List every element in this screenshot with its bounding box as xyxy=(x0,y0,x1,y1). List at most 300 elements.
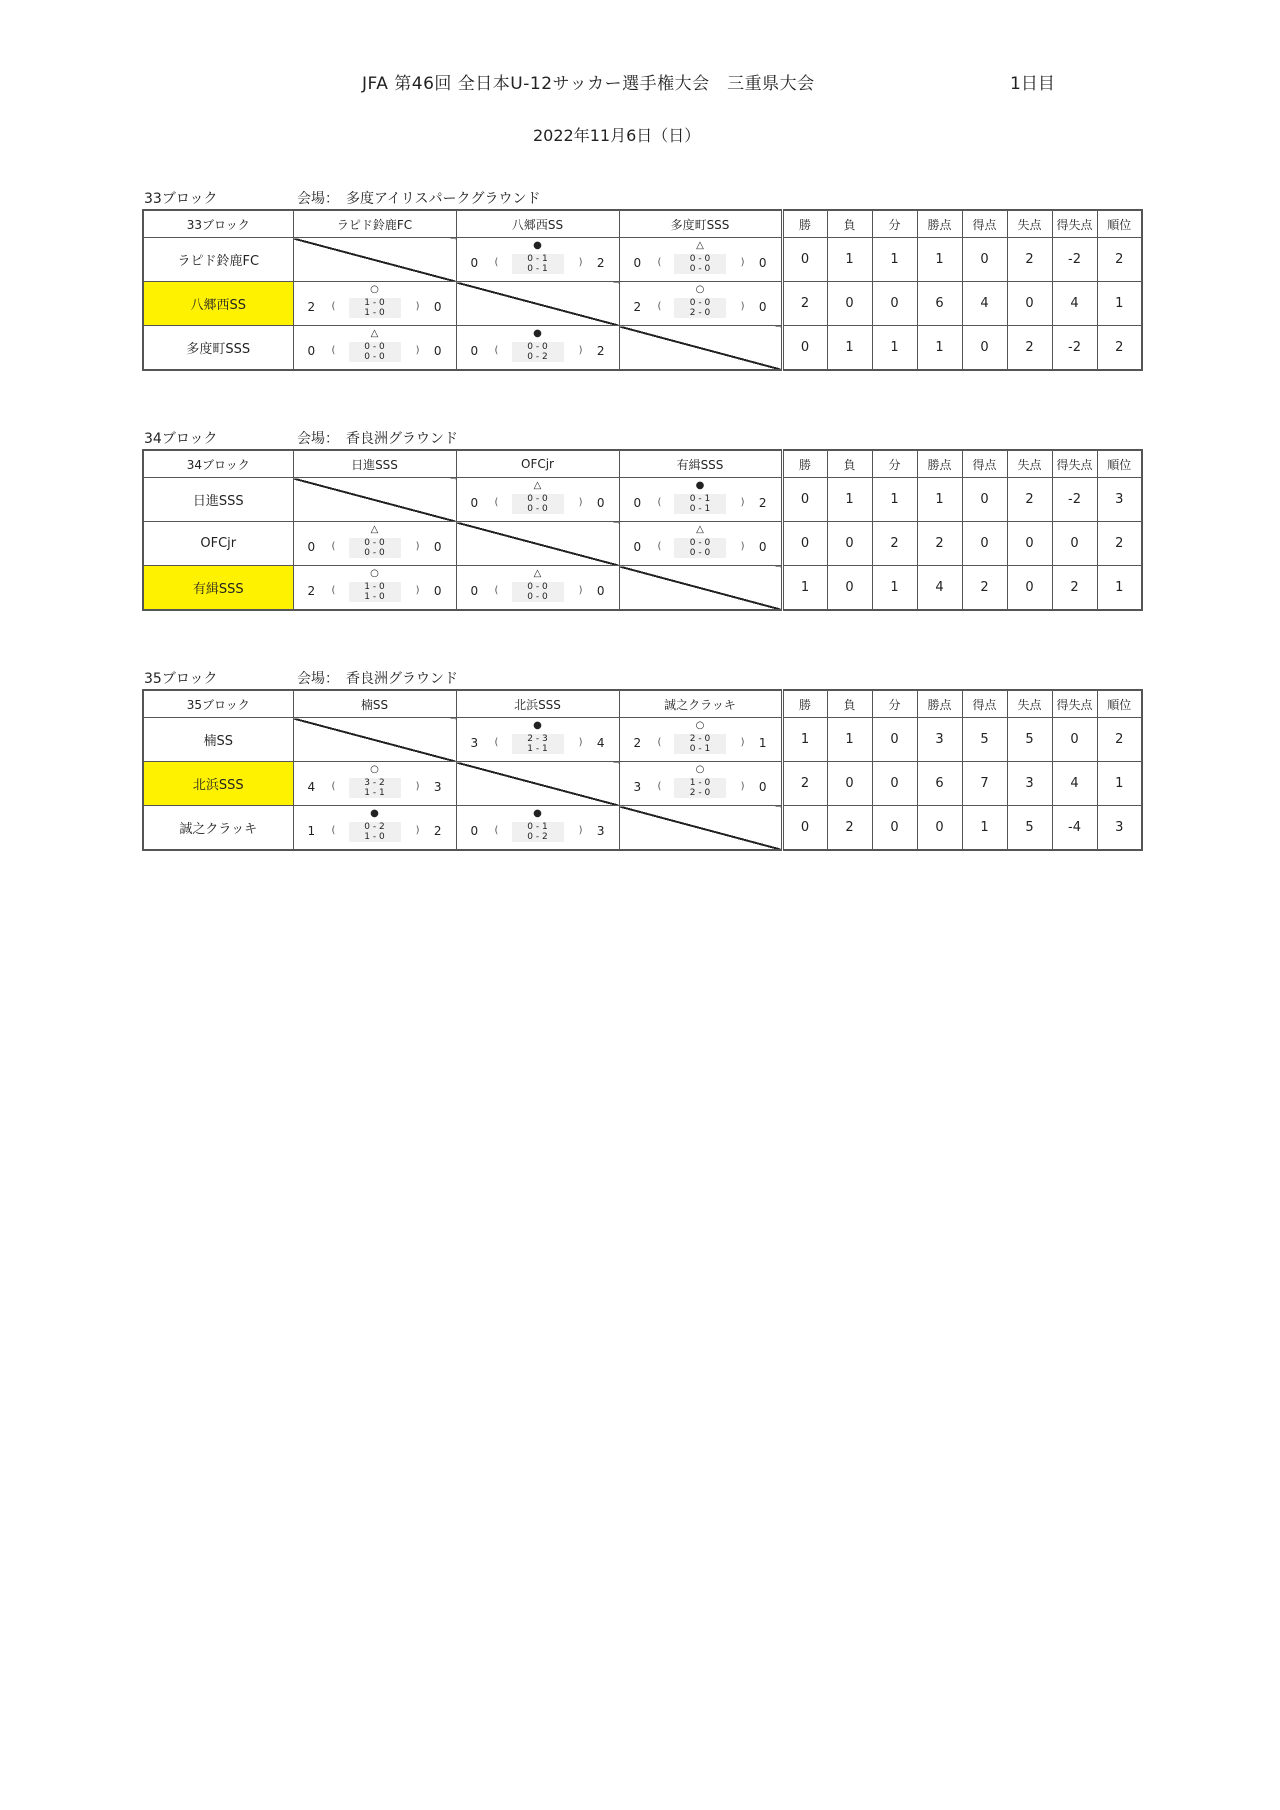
goals-for: 3 xyxy=(470,736,479,750)
half-scores xyxy=(674,298,726,318)
self-match-cell xyxy=(619,566,782,611)
stat-header: 勝 xyxy=(782,450,827,478)
stat-value: 1 xyxy=(962,806,1007,851)
paren-close: ) xyxy=(578,257,583,268)
stat-value: 6 xyxy=(917,762,962,806)
paren-close: ) xyxy=(740,301,745,312)
result-mark: ● xyxy=(370,808,379,819)
day-label: 1日目 xyxy=(1010,74,1055,94)
venue-name: 香良洲グラウンド xyxy=(346,431,458,447)
half-scores xyxy=(349,298,401,318)
stat-header: 得失点 xyxy=(1052,450,1097,478)
stat-value: 1 xyxy=(1097,282,1142,326)
stat-value: 2 xyxy=(782,762,827,806)
goals-for: 2 xyxy=(633,736,642,750)
second-half-score: 0 - 0 xyxy=(689,548,711,558)
result-mark: ● xyxy=(533,720,542,731)
paren-open: ( xyxy=(494,257,499,268)
block-header xyxy=(142,667,1138,689)
stat-value: 1 xyxy=(872,238,917,282)
paren-open: ( xyxy=(331,781,336,792)
second-half-score: 1 - 1 xyxy=(527,744,548,754)
team-row xyxy=(143,762,1142,806)
opponent-header: 有緝SSS xyxy=(619,450,782,478)
opponent-header: ラピド鈴鹿FC xyxy=(293,210,456,238)
first-half-score: 0 - 1 xyxy=(527,254,548,264)
opponent-header: 多度町SSS xyxy=(619,210,782,238)
stat-value: 2 xyxy=(782,282,827,326)
stat-value: 0 xyxy=(827,762,872,806)
half-scores xyxy=(674,734,726,754)
opponent-header: 誠之クラッキ xyxy=(619,690,782,718)
opponent-header: OFCjr xyxy=(456,450,619,478)
paren-open: ( xyxy=(494,497,499,508)
paren-close: ) xyxy=(740,497,745,508)
stat-value: 0 xyxy=(872,806,917,851)
goals-against: 0 xyxy=(758,780,767,794)
stat-header: 分 xyxy=(872,210,917,238)
stat-header: 得失点 xyxy=(1052,690,1097,718)
result-mark: △ xyxy=(533,480,542,491)
match-result-cell xyxy=(619,282,782,326)
goals-for: 0 xyxy=(307,540,316,554)
goals-against: 2 xyxy=(596,256,605,270)
stat-value: 0 xyxy=(1007,522,1052,566)
stat-value: 5 xyxy=(1007,806,1052,851)
match-result-cell xyxy=(293,326,456,371)
stat-value: 0 xyxy=(872,762,917,806)
second-half-score: 0 - 1 xyxy=(689,744,711,754)
block-header xyxy=(142,187,1138,209)
first-half-score: 0 - 0 xyxy=(527,582,548,592)
stat-header: 勝 xyxy=(782,690,827,718)
result-mark: △ xyxy=(533,568,542,579)
half-scores xyxy=(349,538,401,558)
half-scores xyxy=(512,494,564,514)
goals-against: 0 xyxy=(758,256,767,270)
stat-value: 1 xyxy=(782,718,827,762)
standings-table xyxy=(142,209,1143,371)
goals-for: 0 xyxy=(633,256,642,270)
second-half-score: 0 - 1 xyxy=(527,264,548,274)
table-header-row xyxy=(143,210,1142,238)
team-name: OFCjr xyxy=(143,522,293,566)
corner-cell: 34ブロック xyxy=(143,450,293,478)
team-name: 有緝SSS xyxy=(143,566,293,611)
stat-value: 3 xyxy=(1097,806,1142,851)
match-result-cell xyxy=(293,762,456,806)
match-result-cell xyxy=(293,566,456,611)
goals-against: 0 xyxy=(433,344,442,358)
paren-close: ) xyxy=(740,737,745,748)
block-name: 35ブロック xyxy=(144,671,218,687)
result-mark: ○ xyxy=(370,764,379,775)
table-header-row xyxy=(143,690,1142,718)
standings-table xyxy=(142,449,1143,611)
stat-value: 0 xyxy=(1052,718,1097,762)
match-result-cell xyxy=(293,282,456,326)
goals-against: 0 xyxy=(596,584,605,598)
stat-header: 勝点 xyxy=(917,450,962,478)
match-result-cell xyxy=(456,566,619,611)
stat-value: 2 xyxy=(1007,326,1052,371)
goals-against: 2 xyxy=(758,496,767,510)
stat-value: 1 xyxy=(827,238,872,282)
result-mark: ● xyxy=(533,328,542,339)
goals-for: 0 xyxy=(470,256,479,270)
team-name: ラピド鈴鹿FC xyxy=(143,238,293,282)
match-result-cell xyxy=(619,762,782,806)
stat-header: 順位 xyxy=(1097,450,1142,478)
stat-value: 2 xyxy=(1097,718,1142,762)
stat-value: -2 xyxy=(1052,326,1097,371)
stat-header: 得点 xyxy=(962,690,1007,718)
match-result-cell xyxy=(293,522,456,566)
first-half-score: 0 - 0 xyxy=(689,254,711,264)
stat-value: 4 xyxy=(962,282,1007,326)
goals-against: 3 xyxy=(596,824,605,838)
stat-header: 負 xyxy=(827,450,872,478)
team-row xyxy=(143,282,1142,326)
stat-value: 0 xyxy=(782,522,827,566)
result-mark: ○ xyxy=(370,284,379,295)
stat-value: 4 xyxy=(917,566,962,611)
stat-value: 0 xyxy=(962,522,1007,566)
team-row xyxy=(143,478,1142,522)
stat-value: 3 xyxy=(1097,478,1142,522)
half-scores xyxy=(512,342,564,362)
second-half-score: 1 - 1 xyxy=(364,788,385,798)
stat-value: 2 xyxy=(1097,326,1142,371)
paren-open: ( xyxy=(657,737,662,748)
paren-close: ) xyxy=(740,781,745,792)
first-half-score: 2 - 0 xyxy=(689,734,711,744)
second-half-score: 1 - 0 xyxy=(364,592,385,602)
goals-against: 0 xyxy=(433,584,442,598)
stat-value: 1 xyxy=(827,718,872,762)
match-result-cell xyxy=(456,478,619,522)
stat-header: 分 xyxy=(872,690,917,718)
goals-for: 3 xyxy=(633,780,642,794)
half-scores xyxy=(674,494,726,514)
venue-name: 香良洲グラウンド xyxy=(346,671,458,687)
team-row xyxy=(143,566,1142,611)
result-mark: ○ xyxy=(370,568,379,579)
stat-value: 0 xyxy=(872,718,917,762)
venue-label: 会場： xyxy=(297,431,339,447)
stat-value: 1 xyxy=(782,566,827,611)
document-title: JFA 第46回 全日本U-12サッカー選手権大会 三重県大会 xyxy=(362,74,815,94)
first-half-score: 0 - 0 xyxy=(527,342,548,352)
paren-close: ) xyxy=(578,497,583,508)
stat-value: 1 xyxy=(827,326,872,371)
result-mark: △ xyxy=(696,524,704,535)
opponent-header: 楠SS xyxy=(293,690,456,718)
result-mark: ● xyxy=(533,808,542,819)
match-result-cell xyxy=(619,718,782,762)
paren-open: ( xyxy=(657,781,662,792)
paren-open: ( xyxy=(494,737,499,748)
goals-against: 2 xyxy=(596,344,605,358)
paren-close: ) xyxy=(740,257,745,268)
stat-value: 0 xyxy=(827,566,872,611)
stat-header: 順位 xyxy=(1097,690,1142,718)
paren-close: ) xyxy=(415,541,420,552)
goals-for: 2 xyxy=(307,300,316,314)
standings-table xyxy=(142,689,1143,851)
self-match-cell xyxy=(293,478,456,522)
stat-value: -2 xyxy=(1052,478,1097,522)
second-half-score: 0 - 2 xyxy=(527,832,548,842)
goals-for: 0 xyxy=(470,584,479,598)
self-match-cell xyxy=(619,326,782,371)
paren-close: ) xyxy=(578,585,583,596)
result-mark: ○ xyxy=(695,720,705,731)
goals-for: 0 xyxy=(633,496,642,510)
paren-open: ( xyxy=(494,345,499,356)
stat-value: 0 xyxy=(917,806,962,851)
stat-value: 1 xyxy=(872,478,917,522)
match-result-cell xyxy=(619,522,782,566)
stat-value: 2 xyxy=(917,522,962,566)
stat-header: 勝点 xyxy=(917,210,962,238)
first-half-score: 1 - 0 xyxy=(364,582,385,592)
stat-value: -2 xyxy=(1052,238,1097,282)
corner-cell: 33ブロック xyxy=(143,210,293,238)
result-mark: ○ xyxy=(695,764,705,775)
half-scores xyxy=(674,778,726,798)
match-result-cell xyxy=(456,238,619,282)
goals-for: 0 xyxy=(633,540,642,554)
stat-value: 0 xyxy=(962,238,1007,282)
result-mark: ● xyxy=(695,480,705,491)
stat-value: 0 xyxy=(782,238,827,282)
goals-for: 2 xyxy=(307,584,316,598)
team-name: 日進SSS xyxy=(143,478,293,522)
stat-value: 0 xyxy=(962,478,1007,522)
team-row xyxy=(143,326,1142,371)
goals-against: 2 xyxy=(433,824,442,838)
self-match-cell xyxy=(456,522,619,566)
stat-value: 0 xyxy=(782,326,827,371)
paren-open: ( xyxy=(331,345,336,356)
stat-value: 0 xyxy=(827,282,872,326)
stat-value: 2 xyxy=(827,806,872,851)
stat-header: 得点 xyxy=(962,210,1007,238)
first-half-score: 0 - 0 xyxy=(689,298,711,308)
team-name: 楠SS xyxy=(143,718,293,762)
team-name: 北浜SSS xyxy=(143,762,293,806)
half-scores xyxy=(512,734,564,754)
stat-value: 7 xyxy=(962,762,1007,806)
half-scores xyxy=(674,254,726,274)
block-header xyxy=(142,427,1138,449)
first-half-score: 3 - 2 xyxy=(364,778,385,788)
paren-close: ) xyxy=(415,781,420,792)
stat-header: 失点 xyxy=(1007,450,1052,478)
stat-header: 分 xyxy=(872,450,917,478)
team-row xyxy=(143,522,1142,566)
stat-header: 得点 xyxy=(962,450,1007,478)
second-half-score: 1 - 0 xyxy=(364,832,385,842)
stat-header: 負 xyxy=(827,690,872,718)
goals-against: 1 xyxy=(758,736,767,750)
match-result-cell xyxy=(456,806,619,851)
stat-value: 1 xyxy=(917,238,962,282)
paren-close: ) xyxy=(578,825,583,836)
block-name: 34ブロック xyxy=(144,431,218,447)
first-half-score: 1 - 0 xyxy=(689,778,711,788)
opponent-header: 日進SSS xyxy=(293,450,456,478)
self-match-cell xyxy=(293,718,456,762)
half-scores xyxy=(349,822,401,842)
paren-open: ( xyxy=(494,825,499,836)
first-half-score: 0 - 1 xyxy=(689,494,711,504)
first-half-score: 0 - 0 xyxy=(527,494,548,504)
second-half-score: 0 - 0 xyxy=(364,352,385,362)
result-mark: △ xyxy=(370,524,379,535)
first-half-score: 0 - 0 xyxy=(364,342,385,352)
stat-value: 2 xyxy=(872,522,917,566)
paren-open: ( xyxy=(657,497,662,508)
match-result-cell xyxy=(619,478,782,522)
stat-value: 0 xyxy=(1007,566,1052,611)
stat-header: 失点 xyxy=(1007,690,1052,718)
stat-value: 0 xyxy=(782,806,827,851)
block-34ブロック xyxy=(142,427,1138,611)
goals-for: 2 xyxy=(633,300,642,314)
stat-value: 0 xyxy=(1052,522,1097,566)
stat-value: 2 xyxy=(1007,238,1052,282)
stat-header: 順位 xyxy=(1097,210,1142,238)
venue-label: 会場： xyxy=(297,671,339,687)
half-scores xyxy=(674,538,726,558)
team-row xyxy=(143,806,1142,851)
second-half-score: 2 - 0 xyxy=(689,788,711,798)
first-half-score: 0 - 1 xyxy=(527,822,548,832)
half-scores xyxy=(349,342,401,362)
half-scores xyxy=(512,254,564,274)
stat-value: 2 xyxy=(1052,566,1097,611)
block-33ブロック xyxy=(142,187,1138,371)
block-name: 33ブロック xyxy=(144,191,218,207)
stat-value: 1 xyxy=(872,566,917,611)
stat-header: 勝 xyxy=(782,210,827,238)
stat-value: 0 xyxy=(782,478,827,522)
match-result-cell xyxy=(293,806,456,851)
stat-header: 負 xyxy=(827,210,872,238)
corner-cell: 35ブロック xyxy=(143,690,293,718)
team-name: 八郷西SS xyxy=(143,282,293,326)
stat-header: 得失点 xyxy=(1052,210,1097,238)
paren-open: ( xyxy=(657,257,662,268)
result-mark: △ xyxy=(370,328,379,339)
second-half-score: 2 - 0 xyxy=(689,308,711,318)
paren-close: ) xyxy=(578,737,583,748)
paren-open: ( xyxy=(331,825,336,836)
paren-close: ) xyxy=(415,825,420,836)
self-match-cell xyxy=(456,282,619,326)
second-half-score: 1 - 0 xyxy=(364,308,385,318)
stat-value: 2 xyxy=(1097,522,1142,566)
stat-value: 2 xyxy=(962,566,1007,611)
team-name: 多度町SSS xyxy=(143,326,293,371)
goals-for: 0 xyxy=(470,344,479,358)
second-half-score: 0 - 0 xyxy=(364,548,385,558)
goals-against: 0 xyxy=(596,496,605,510)
venue-label: 会場： xyxy=(297,191,339,207)
stat-value: 1 xyxy=(827,478,872,522)
stat-value: 1 xyxy=(1097,566,1142,611)
paren-open: ( xyxy=(657,301,662,312)
stat-value: -4 xyxy=(1052,806,1097,851)
stat-value: 6 xyxy=(917,282,962,326)
stat-value: 3 xyxy=(917,718,962,762)
result-mark: ● xyxy=(533,240,542,251)
stat-value: 5 xyxy=(962,718,1007,762)
block-35ブロック xyxy=(142,667,1138,851)
second-half-score: 0 - 0 xyxy=(527,504,548,514)
match-result-cell xyxy=(456,326,619,371)
result-mark: △ xyxy=(696,240,704,251)
first-half-score: 1 - 0 xyxy=(364,298,385,308)
second-half-score: 0 - 0 xyxy=(689,264,711,274)
stat-value: 4 xyxy=(1052,282,1097,326)
second-half-score: 0 - 0 xyxy=(527,592,548,602)
second-half-score: 0 - 2 xyxy=(527,352,548,362)
self-match-cell xyxy=(293,238,456,282)
second-half-score: 0 - 1 xyxy=(689,504,711,514)
goals-for: 0 xyxy=(470,824,479,838)
paren-open: ( xyxy=(331,585,336,596)
venue-name: 多度アイリスパークグラウンド xyxy=(346,191,541,207)
stat-value: 1 xyxy=(872,326,917,371)
first-half-score: 2 - 3 xyxy=(527,734,548,744)
stat-value: 0 xyxy=(1007,282,1052,326)
team-name: 誠之クラッキ xyxy=(143,806,293,851)
stat-value: 1 xyxy=(917,326,962,371)
goals-for: 4 xyxy=(307,780,316,794)
goals-against: 4 xyxy=(596,736,605,750)
paren-close: ) xyxy=(415,345,420,356)
stat-value: 1 xyxy=(917,478,962,522)
paren-open: ( xyxy=(657,541,662,552)
goals-against: 0 xyxy=(433,300,442,314)
stat-value: 2 xyxy=(1097,238,1142,282)
paren-close: ) xyxy=(740,541,745,552)
team-row xyxy=(143,718,1142,762)
goals-against: 3 xyxy=(433,780,442,794)
match-result-cell xyxy=(619,238,782,282)
match-result-cell xyxy=(456,718,619,762)
event-date: 2022年11月6日（日） xyxy=(533,126,701,145)
half-scores xyxy=(349,778,401,798)
goals-for: 0 xyxy=(470,496,479,510)
result-mark: ○ xyxy=(695,284,705,295)
self-match-cell xyxy=(619,806,782,851)
half-scores xyxy=(349,582,401,602)
stat-value: 3 xyxy=(1007,762,1052,806)
paren-open: ( xyxy=(331,301,336,312)
paren-open: ( xyxy=(494,585,499,596)
stat-header: 勝点 xyxy=(917,690,962,718)
goals-for: 0 xyxy=(307,344,316,358)
stat-value: 4 xyxy=(1052,762,1097,806)
stat-value: 2 xyxy=(1007,478,1052,522)
first-half-score: 0 - 0 xyxy=(364,538,385,548)
stat-value: 1 xyxy=(1097,762,1142,806)
self-match-cell xyxy=(456,762,619,806)
